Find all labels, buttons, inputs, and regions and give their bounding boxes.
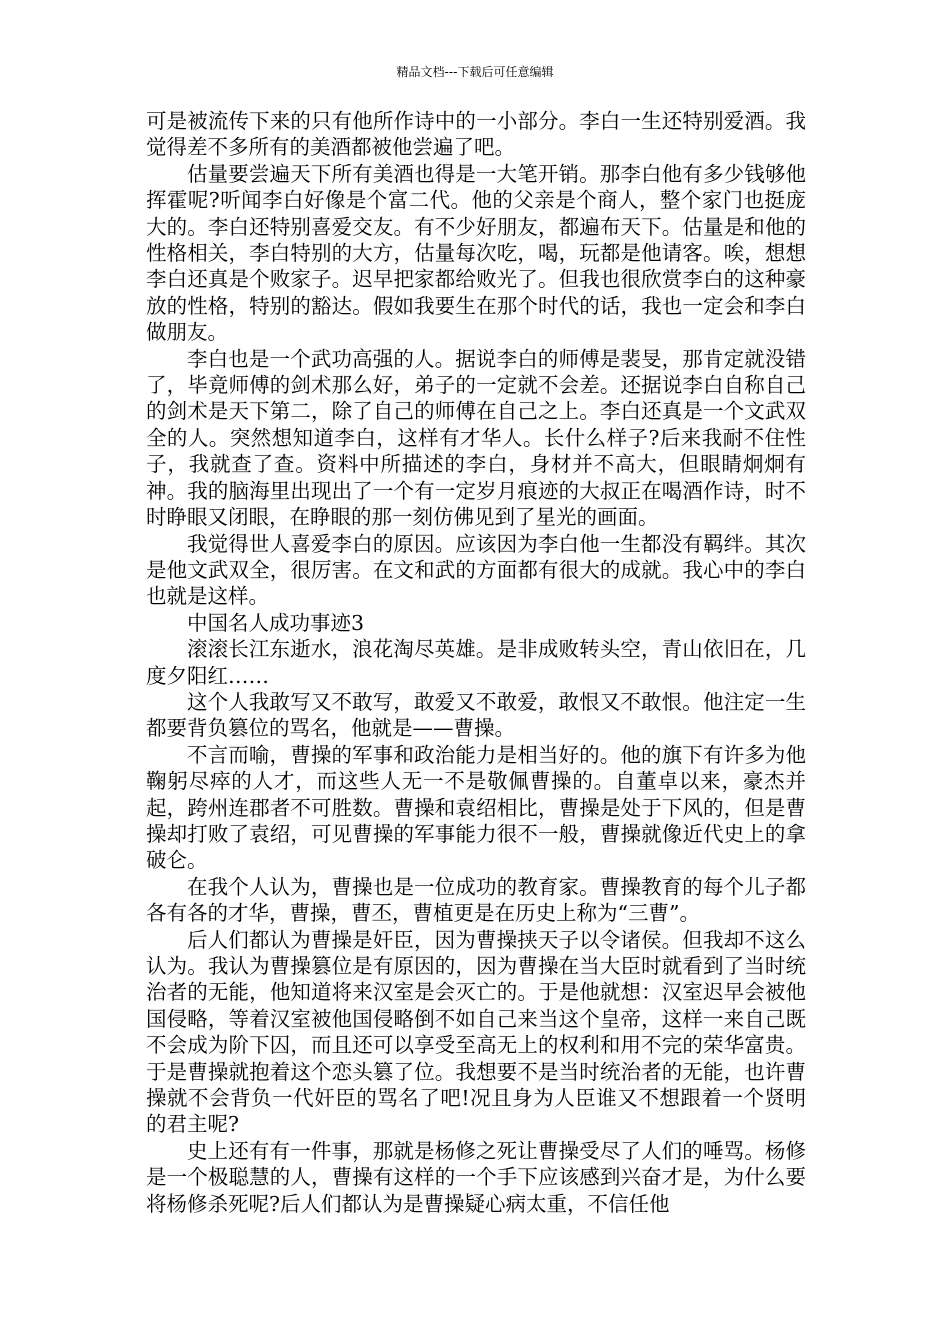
paragraph-8: 不言而喻，曹操的军事和政治能力是相当好的。他的旗下有许多为他鞠躬尽瘁的人才，而这些人无一不是敬佩曹操的。自董卓以来，豪杰并起，跨州连郡者不可胜数。曹操和袁绍相比，曹操是处于下风的，但是曹操却打败了袁绍，可见曹操的军事能力很不一般，曹操就像近代史上的拿破仑。 [146, 742, 806, 873]
paragraph-1: 可是被流传下来的只有他所作诗中的一小部分。李白一生还特别爱酒。我觉得差不多所有的美酒都被他尝遍了吧。 [146, 109, 806, 160]
paragraph-6: 滚滚长江东逝水，浪花淘尽英雄。是非成败转头空，青山依旧在，几度夕阳红…… [146, 637, 806, 688]
paragraph-3: 李白也是一个武功高强的人。据说李白的师傅是裴旻，那肯定就没错了，毕竟师傅的剑术那么好，弟子的一定就不会差。还据说李白自称自己的剑术是天下第二，除了自己的师傅在自己之上。李白还真是一个文武双全的人。突然想知道李白，这样有才华人。长什么样子?后来我耐不住性子，我就查了查。资料中所描述的李白，身材并不高大，但眼睛炯炯有神。我的脑海里出现出了一个有一定岁月痕迹的大叔正在喝酒作诗，时不时睁眼又闭眼，在睁眼的那一刻仿佛见到了星光的画面。 [146, 346, 806, 530]
paragraph-2: 估量要尝遍天下所有美酒也得是一大笔开销。那李白他有多少钱够他挥霍呢?听闻李白好像是个富二代。他的父亲是个商人，整个家门也挺庞大的。李白还特别喜爱交友。有不少好朋友，都遍布天下。估量是和他的性格相关，李白特别的大方，估量每次吃，喝，玩都是他请客。唉，想想李白还真是个败家子。迟早把家都给败光了。但我也很欣赏李白的这种豪放的性格，特别的豁达。假如我要生在那个时代的话，我也一定会和李白做朋友。 [146, 161, 806, 345]
paragraph-7: 这个人我敢写又不敢写，敢爱又不敢爱，敢恨又不敢恨。他注定一生都要背负篡位的骂名，他就是——曹操。 [146, 689, 806, 741]
document-body [146, 108, 806, 1217]
paragraph-9: 在我个人认为，曹操也是一位成功的教育家。曹操教育的每个儿子都各有各的才华，曹操，曹丕，曹植更是在历史上称为“三曹”。 [146, 874, 806, 926]
paragraph-4: 我觉得世人喜爱李白的原因。应该因为李白他一生都没有羁绊。其次是他文武双全，很厉害。在文和武的方面都有很大的成就。我心中的李白也就是这样。 [146, 531, 806, 609]
page-header: 精品文档---下载后可任意编辑 [396, 65, 554, 79]
paragraph-10: 后人们都认为曹操是奸臣，因为曹操挟天子以令诸侯。但我却不这么认为。我认为曹操篡位是有原因的，因为曹操在当大臣时就看到了当时统治者的无能，他知道将来汉室是会灭亡的。于是他就想：汉室迟早会被他国侵略，等着汉室被他国侵略倒不如自己来当这个皇帝，这样一来自己既不会成为阶下囚，而且还可以享受至高无上的权利和用不完的荣华富贵。于是曹操就抱着这个恋头篡了位。我想要不是当时统治者的无能，也许曹操就不会背负一代奸臣的骂名了吧!况且身为人臣谁又不想跟着一个贤明的君主呢? [146, 927, 806, 1137]
section-heading: 中国名人成功事迹3 [187, 610, 365, 635]
paragraph-11: 史上还有有一件事，那就是杨修之死让曹操受尽了人们的唾骂。杨修是一个极聪慧的人，曹操有这样的一个手下应该感到兴奋才是，为什么要将杨修杀死呢?后人们都认为是曹操疑心病太重，不信任他 [146, 1138, 806, 1216]
